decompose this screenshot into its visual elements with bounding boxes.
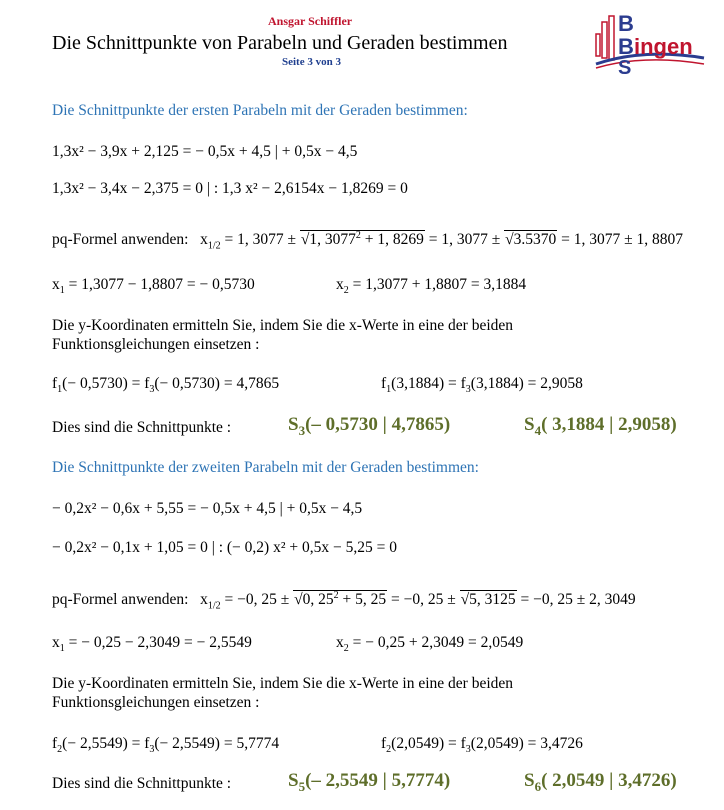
f-end: (3,1884) = 2,9058	[470, 375, 583, 392]
rad-value: 3.5370	[513, 231, 557, 249]
pq-rest: = −0, 25 ±	[391, 591, 456, 609]
f-mid: (− 2,5549) = f	[62, 735, 150, 752]
pq-formula-2	[52, 590, 636, 611]
logo-letter-2: B	[618, 34, 634, 59]
f-end: (2,0549) = 3,4726	[470, 735, 583, 752]
point-name: S	[288, 414, 299, 435]
rad-base: 1, 3077	[309, 231, 356, 249]
pq-half: = 1, 3077 ±	[224, 231, 296, 249]
point-sub: 3	[298, 422, 306, 438]
equation-2: 1,3x² − 3,4x − 2,375 = 0 | : 1,3 x² − 2,6154x − 1,8269 = 0	[52, 180, 408, 197]
rad-add: + 5, 25	[342, 591, 387, 609]
point-coords: (– 0,5730 | 4,7865)	[305, 414, 451, 435]
x-sub: 1	[59, 285, 65, 297]
x1-text: = − 0,25 − 2,3049 = − 2,5549	[64, 634, 252, 651]
equation-4: − 0,2x² − 0,1x + 1,05 = 0 | : (− 0,2) x² + 0,5x − 5,25 = 0	[52, 539, 397, 556]
f-var: f	[381, 735, 387, 752]
point-name: S	[288, 770, 299, 791]
pq-lhs: x	[200, 231, 208, 249]
result-label-1: Dies sind die Schnittpunkte :	[52, 419, 232, 436]
sqrt-term-2: √5, 3125	[460, 591, 516, 609]
f-var: f	[52, 375, 58, 392]
function-value-a	[52, 375, 279, 395]
f-mid: (3,1884) = f	[391, 375, 466, 392]
x-sub: 2	[343, 285, 349, 297]
pq-half: = −0, 25 ±	[224, 591, 290, 609]
pq-rest: = 1, 3077 ±	[428, 231, 501, 249]
f-sub: 2	[57, 744, 63, 756]
point-coords: ( 2,0549 | 3,4726)	[541, 770, 677, 791]
x-var: x	[336, 276, 344, 293]
page-title: Die Schnittpunkte von Parabeln und Geraden bestimmen	[52, 32, 508, 54]
f-end: (− 2,5549) = 5,7774	[154, 735, 280, 752]
f-mid: (− 0,5730) = f	[62, 375, 150, 392]
f-var: f	[381, 375, 387, 392]
pq-lhs-sub: 1/2	[207, 600, 221, 612]
x2-text: = − 0,25 + 2,3049 = 2,0549	[348, 634, 524, 651]
f-sub: 2	[386, 744, 392, 756]
root-x1	[52, 634, 252, 654]
x-var: x	[52, 276, 60, 293]
point-name: S	[524, 770, 535, 791]
point-sub: 5	[298, 778, 306, 794]
point-sub: 4	[534, 422, 542, 438]
x-sub: 1	[59, 643, 65, 655]
logo-letter-3: S	[618, 57, 632, 76]
f-sub: 3	[465, 744, 471, 756]
root-x2	[336, 276, 526, 296]
f-sub: 3	[149, 384, 155, 396]
pq-label: pq-Formel anwenden:	[52, 231, 189, 249]
root-x2	[336, 634, 523, 654]
bbs-bingen-logo	[594, 12, 706, 76]
pq-end: = 1, 3077 ± 1, 8807	[561, 231, 684, 249]
x2-text: = 1,3077 + 1,8807 = 3,1884	[348, 276, 527, 293]
f-sub: 1	[386, 384, 392, 396]
rad-exp: 2	[355, 230, 361, 241]
page-number: Seite 3 von 3	[282, 56, 341, 68]
f-sub: 1	[57, 384, 63, 396]
x1-text: = 1,3077 − 1,8807 = − 0,5730	[64, 276, 255, 293]
f-var: f	[52, 735, 58, 752]
point-s6	[524, 770, 677, 795]
explain-line-1: Die y-Koordinaten ermitteln Sie, indem Sie die x-Werte in eine der beiden	[52, 317, 514, 334]
point-name: S	[524, 414, 535, 435]
logo-word: ingen	[634, 34, 693, 59]
rad-add: + 1, 8269	[364, 231, 424, 249]
equation-3: − 0,2x² − 0,6x + 5,55 = − 0,5x + 4,5 | + 0,5x − 4,5	[52, 500, 363, 517]
equation-1: 1,3x² − 3,9x + 2,125 = − 0,5x + 4,5 | + 0,5x − 4,5	[52, 143, 358, 160]
explain-line-2: Funktionsgleichungen einsetzen :	[52, 694, 260, 711]
rad-value: 5, 3125	[469, 591, 516, 609]
root-x1	[52, 276, 255, 296]
section-heading-2: Die Schnittpunkte der zweiten Parabeln mit der Geraden bestimmen:	[52, 459, 479, 476]
point-coords: ( 3,1884 | 2,9058)	[541, 414, 677, 435]
point-s3	[288, 414, 450, 439]
f-sub: 3	[465, 384, 471, 396]
f-end: (− 0,5730) = 4,7865	[154, 375, 280, 392]
result-label-2: Dies sind die Schnittpunkte :	[52, 775, 232, 792]
x-var: x	[52, 634, 60, 651]
pq-formula-1	[52, 230, 683, 251]
function-value-b	[381, 735, 583, 755]
point-sub: 6	[534, 778, 542, 794]
sqrt-term-1: √0, $25^2 + 5$, 25	[294, 590, 387, 609]
function-value-a	[52, 735, 279, 755]
point-s4	[524, 414, 677, 439]
function-value-b	[381, 375, 583, 395]
logo-letter-1: B	[618, 12, 634, 36]
pq-lhs-sub: 1/2	[207, 240, 221, 252]
point-coords: (– 2,5549 | 5,7774)	[305, 770, 451, 791]
pq-lhs: x	[200, 591, 208, 609]
f-sub: 3	[149, 744, 155, 756]
x-var: x	[336, 634, 344, 651]
rad-base: 0, 25	[302, 591, 334, 609]
rad-exp: 2	[333, 590, 339, 601]
f-mid: (2,0549) = f	[391, 735, 466, 752]
logo-graphic	[594, 12, 706, 76]
author-name: Ansgar Schiffler	[268, 14, 353, 28]
pq-end: = −0, 25 ± 2, 3049	[520, 591, 636, 609]
explain-line-1: Die y-Koordinaten ermitteln Sie, indem Sie die x-Werte in eine der beiden	[52, 675, 514, 692]
explain-line-2: Funktionsgleichungen einsetzen :	[52, 336, 260, 353]
sqrt-term-1: √1, 3077$^2$ + 1, 8269	[300, 230, 424, 249]
point-s5	[288, 770, 450, 795]
x-sub: 2	[343, 643, 349, 655]
sqrt-term-2: √3.5370	[505, 231, 557, 249]
section-heading-1: Die Schnittpunkte der ersten Parabeln mit der Geraden bestimmen:	[52, 102, 468, 119]
pq-label: pq-Formel anwenden:	[52, 591, 189, 609]
